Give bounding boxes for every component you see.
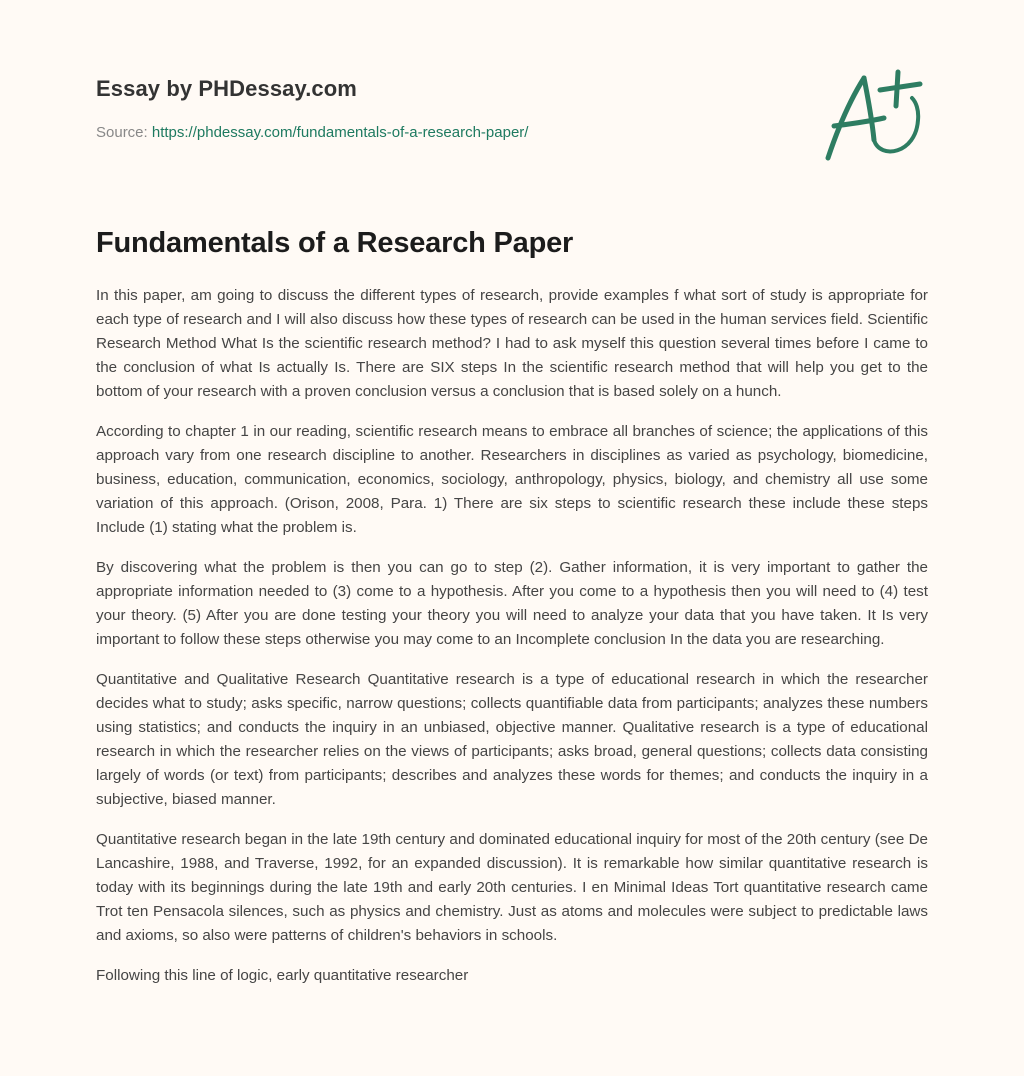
source-line [96,124,528,141]
paragraph: Quantitative and Qualitative Research Quantitative research is a type of educational research in which the researcher decides what to study; asks specific, narrow questions; collects quantifiable data from participants; analyzes these numbers using statistics; and conducts the inquiry in an unbiased, objective manner. Qualitative research is a type of educational research in which the researcher relies on the views of participants; asks broad, general questions; collects data consisting largely of words (or text) from participants; describes and analyzes these words for themes; and conducts the inquiry in a subjective, biased manner. [96,671,928,808]
source-label: Source: [96,124,148,141]
page-header [96,0,928,200]
a-plus-grade-icon [824,68,928,164]
brand-title: Essay by PHDessay.com [96,76,357,101]
paragraph: In this paper, am going to discuss the different types of research, provide examples f what sort of study is appropriate for each type of research and I will also discuss how these types of research can be used in the human services field. Scientific Research Method What Is the scientific research method? I had to ask myself this question several times before I came to the conclusion of what Is actually Is. There are SIX steps In the scientific research method that will help you get to the bottom of your research with a proven conclusion versus a conclusion that is based solely on a hunch. [96,287,928,400]
paragraph: Following this line of logic, early quantitative researcher [96,967,469,984]
paragraph: Quantitative research began in the late 19th century and dominated educational inquiry for most of the 20th century (see De Lancashire, 1988, and Traverse, 1992, for an expanded discussion). It is remarkable how similar quantitative research is today with its beginnings during the late 19th and early 20th centuries. I en Minimal Ideas Tort quantitative research came Trot ten Pensacola silences, such as physics and chemistry. Just as atoms and molecules were subject to predictable laws and axioms, so also were patterns of children's behaviors in schools. [96,831,928,944]
source-link[interactable]: https://phdessay.com/fundamentals-of-a-research-paper/ [151,124,529,141]
paragraph: By discovering what the problem is then you can go to step (2). Gather information, it is very important to gather the appropriate information needed to (3) come to a hypothesis. After you come to a hypothesis then you will need to (4) test your theory. (5) After you are done testing your theory you will need to analyze your data that you have taken. It Is very important to follow these steps otherwise you may come to an Incomplete conclusion In the data you are researching. [96,559,928,648]
paragraph: According to chapter 1 in our reading, scientific research means to embrace all branches of science; the applications of this approach vary from one research discipline to another. Researchers in disciplines as varied as psychology, biomedicine, business, education, communication, economics, sociology, anthropology, physics, biology, and chemistry all use some variation of this approach. (Orison, 2008, Para. 1) There are six steps to scientific research these include these steps Include (1) stating what the problem is. [96,423,928,536]
document-title: Fundamentals of a Research Paper [96,227,574,259]
essay-body [96,284,928,1004]
essay-page [96,0,928,984]
